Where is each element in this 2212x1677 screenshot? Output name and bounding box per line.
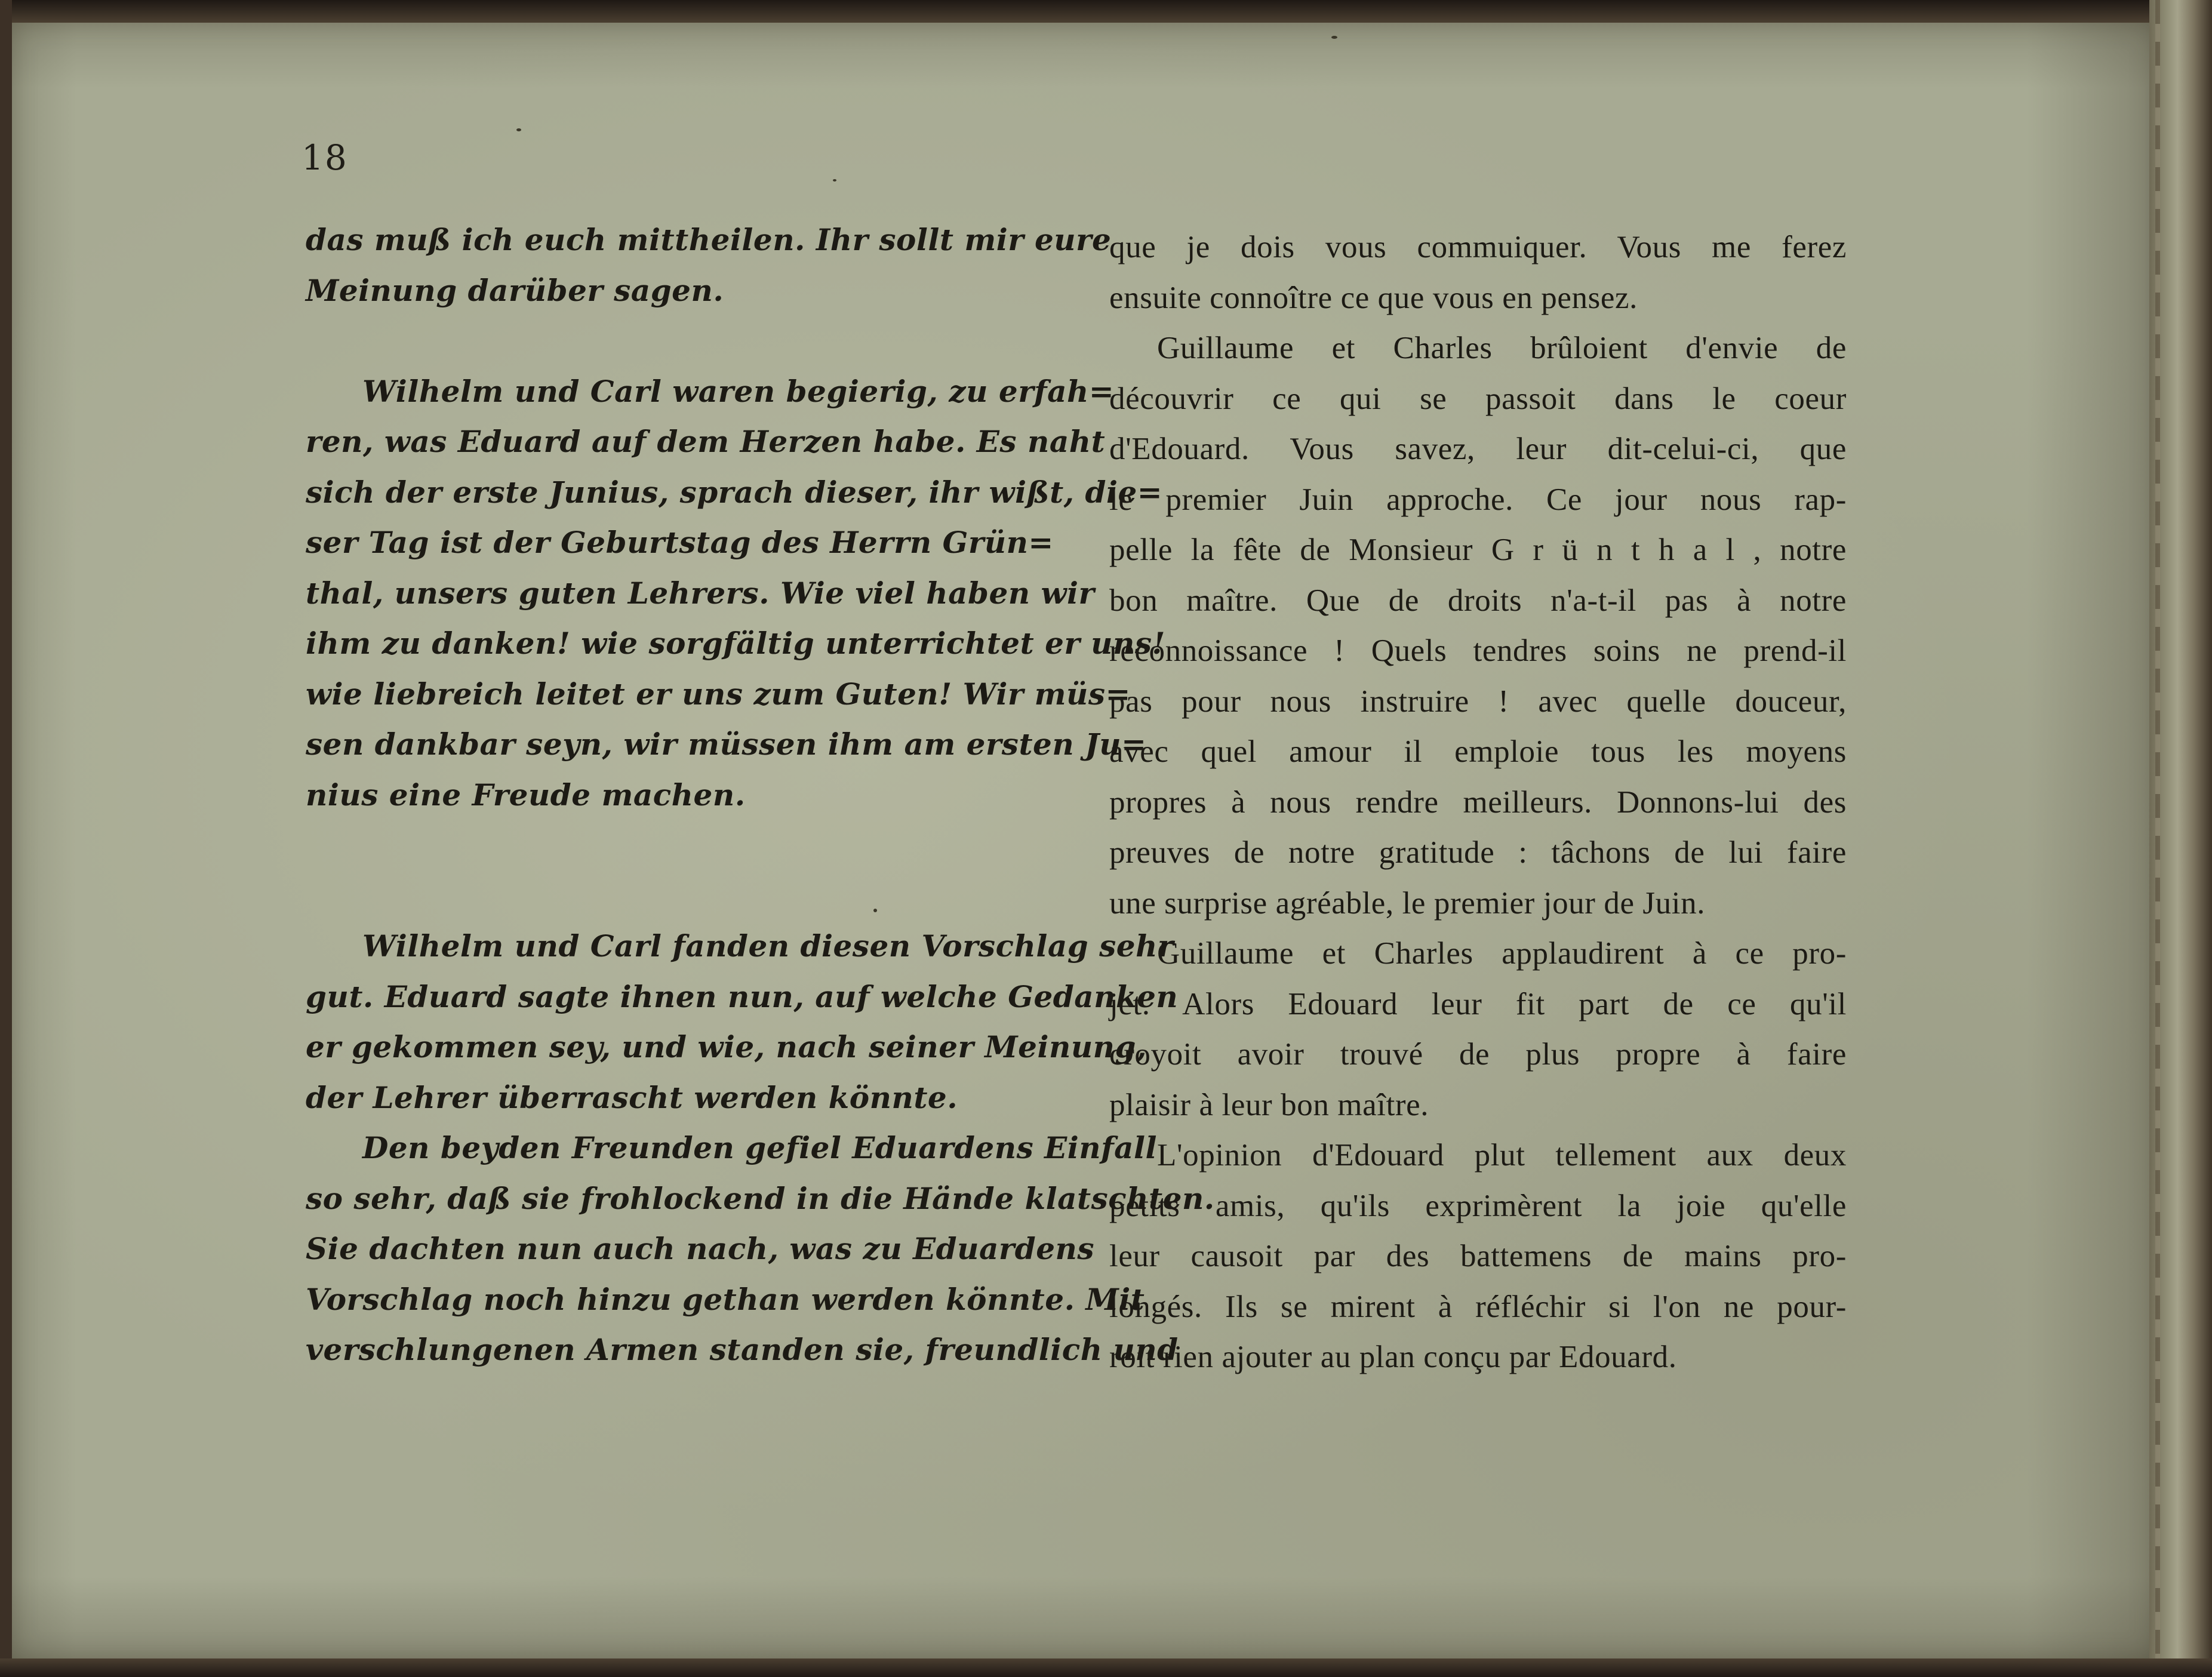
german-column [306,215,1215,1376]
page-top-edge [0,0,2212,23]
french-line: petits amis, qu'ils exprimèrent la joie qu'elle [1109,1188,1847,1223]
french-line: découvrir ce qui se passoit dans le coeur [1109,381,1847,416]
german-line: Meinung darüber sagen. [306,272,724,308]
german-line: Den beyden Freunden gefiel Eduardens Einfall [362,1130,1157,1165]
french-line: plaisir à leur bon maître. [1109,1087,1429,1122]
french-line: ensuite connoître ce que vous en pensez. [1109,280,1638,315]
french-line: le premier Juin approche. Ce jour nous rap- [1109,482,1847,517]
french-line: avec quel amour il emploie tous les moyens [1109,734,1847,769]
german-line: Sie dachten nun auch nach, was zu Eduardens [306,1231,1095,1266]
french-line: bon maître. Que de droits n'a-t-il pas à notre [1109,583,1847,618]
page-number: 18 [302,137,348,178]
german-line: sich der erste Junius, sprach dieser, ihr wißt, die= [306,474,1163,510]
german-line: ser Tag ist der Geburtstag des Herrn Grün= [306,525,1054,560]
french-line: Guillaume et Charles applaudirent à ce pro- [1157,936,1847,971]
german-line: verschlungenen Armen standen sie, freundlich und [306,1332,1179,1367]
paper-speck [516,128,521,131]
german-line: der Lehrer überrascht werden könnte. [306,1079,958,1115]
paragraph-gap [306,316,1049,367]
page-bottom-edge [0,1658,2212,1677]
french-line: une surprise agréable, le premier jour de Juin. [1109,885,1706,921]
german-line: ihm zu danken! wie sorgfältig unterrichtet er uns! [306,626,1165,661]
french-line: propres à nous rendre meilleurs. Donnons-lui des [1109,784,1847,820]
german-line: Vorschlag noch hinzu gethan werden könnte. Mit [306,1281,1145,1317]
german-line: so sehr, daß sie frohlockend in die Hände klatschten. [306,1180,1215,1216]
french-line: leur causoit par des battemens de mains pro- [1109,1239,1847,1273]
german-line: er gekommen sey, und wie, nach seiner Meinung, [306,1029,1147,1064]
paper-speck [833,179,836,181]
german-line: thal, unsers guten Lehrers. Wie viel haben wir [306,575,1095,611]
paragraph-gap [306,820,1049,921]
german-line: nius eine Freude machen. [306,777,746,813]
german-line: gut. Eduard sagte ihnen nun, auf welche Gedanken [306,978,1179,1014]
german-line: das muß ich euch mittheilen. Ihr sollt mir eure [306,222,1112,257]
german-line: ren, was Eduard auf dem Herzen habe. Es naht [306,424,1106,459]
french-line: que je dois vous commuiquer. Vous me ferez [1109,230,1847,264]
spine-stitching [2155,0,2160,1677]
french-line: Guillaume et Charles brûloient d'envie de [1157,331,1847,365]
french-line: longés. Ils se mirent à réfléchir si l'on ne pour- [1109,1289,1847,1324]
french-line: L'opinion d'Edouard plut tellement aux deux [1157,1138,1847,1173]
french-column [1109,222,1847,1383]
german-line: sen dankbar seyn, wir müssen ihm am ersten Ju= [306,727,1147,762]
french-line: pas pour nous instruire ! avec quelle douceur, [1109,684,1847,719]
page-left-edge [0,0,12,1677]
paper-speck [1331,36,1337,39]
french-line: jet. Alors Edouard leur fit part de ce qu'il [1109,986,1847,1021]
german-line: Wilhelm und Carl fanden diesen Vorschlag sehr [362,928,1174,964]
french-line: croyoit avoir trouvé de plus propre à faire [1109,1037,1847,1072]
french-line: pelle la fête de Monsieur G r ü n t h a l , notre [1109,533,1847,567]
german-line: Wilhelm und Carl waren begierig, zu erfah= [362,373,1115,409]
french-line: d'Edouard. Vous savez, leur dit-celui-ci, que [1109,432,1847,466]
french-line: roit rien ajouter au plan conçu par Edouard. [1109,1340,1677,1374]
french-line: preuves de notre gratitude : tâchons de lui faire [1109,835,1847,870]
german-line: wie liebreich leitet er uns zum Guten! Wir müs= [306,676,1131,712]
french-line: reconnoissance ! Quels tendres soins ne prend-il [1109,633,1847,668]
